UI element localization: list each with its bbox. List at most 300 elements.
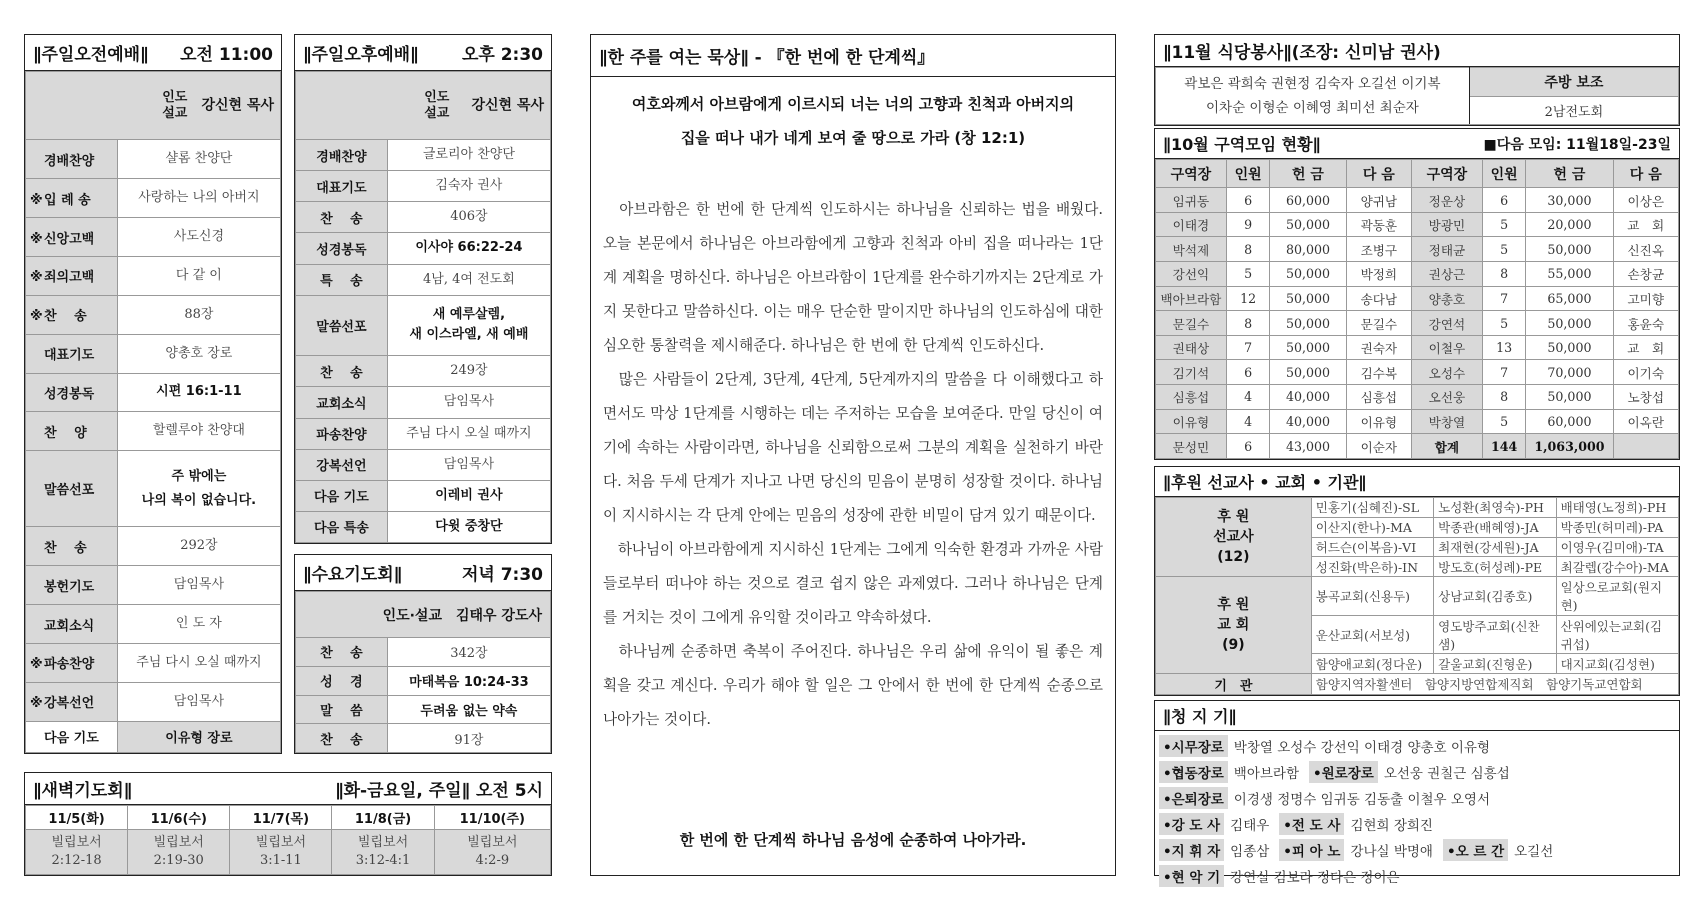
wednesday-order-value: 342장 (387, 638, 550, 667)
group-cell: 합계 (1412, 434, 1483, 459)
morning-order-row (26, 527, 281, 566)
morning-order-label (26, 644, 118, 683)
kitchen-label: 주방 보조 (1469, 68, 1678, 97)
morning-order-label-text: 교회소식 (44, 618, 95, 634)
group-cell: 7 (1482, 360, 1526, 385)
group-cell: 김수복 (1346, 360, 1411, 385)
morning-order-label (26, 605, 118, 644)
morning-order-row (26, 644, 281, 683)
missionary-cell: 민홍기(심혜진)-SL (1311, 498, 1433, 518)
morning-order-row (26, 373, 281, 412)
morning-order-label (26, 140, 118, 179)
group-cell: 40,000 (1270, 409, 1346, 434)
morning-order-label-text: 경배찬양 (44, 153, 95, 169)
afternoon-order-value: 이사야 66:22-24 (387, 233, 550, 264)
morning-guide-row (26, 72, 281, 140)
group-table-row (1156, 335, 1679, 360)
dawn-day: 11/7(목) (230, 806, 332, 830)
group-cell: 양총호 (1412, 286, 1483, 311)
morning-order-row (26, 334, 281, 373)
morning-order-row (26, 179, 281, 218)
group-cell: 12 (1226, 286, 1270, 311)
dawn-passage (332, 830, 434, 875)
cafeteria-table (1155, 67, 1679, 125)
org-row (1156, 674, 1679, 695)
group-cell: 144 (1482, 434, 1526, 459)
afternoon-order-row (296, 202, 551, 233)
group-cell: 30,000 (1526, 188, 1613, 213)
afternoon-order-value: 249장 (387, 356, 550, 387)
meditation-closing: 한 번에 한 단계씩 하나님 음성에 순종하여 나아가라. (679, 831, 1027, 849)
group-cell: 문성민 (1156, 434, 1227, 459)
wednesday-service-time: 저녁 7:30 (461, 565, 543, 585)
dawn-passage (230, 830, 332, 875)
kitchen-value: 2남전도회 (1469, 97, 1678, 125)
group-cell: 6 (1482, 188, 1526, 213)
afternoon-service-time: 오후 2:30 (461, 45, 543, 65)
morning-order-row (26, 412, 281, 451)
afternoon-order-label: 특 송 (296, 264, 388, 295)
duty-line (1159, 785, 1675, 811)
dawn-passages-row (26, 830, 551, 875)
group-cell: 6 (1226, 188, 1270, 213)
supported-church-row (1156, 577, 1679, 616)
group-cell: 6 (1226, 434, 1270, 459)
afternoon-order-value: 담임목사 (387, 387, 550, 418)
duty-role: •강 도 사 (1159, 813, 1224, 835)
afternoon-order-label: 다음 특송 (296, 511, 388, 542)
morning-order-value: 주님 다시 오실 때까지 (117, 644, 280, 683)
group-table-row (1156, 237, 1679, 262)
morning-order-row (26, 605, 281, 644)
group-meetings-next: ■다음 모임: 11월18일-23일 (1483, 136, 1671, 153)
duties-panel (1154, 700, 1680, 886)
morning-order-mark: ※ (30, 231, 43, 247)
mission-panel (1154, 466, 1680, 696)
supported-church-cell: 상남교회(김종호) (1434, 577, 1556, 616)
morning-service-time: 오전 11:00 (180, 45, 273, 65)
group-cell: 4 (1226, 385, 1270, 410)
group-cell: 고미향 (1613, 286, 1678, 311)
afternoon-order-label: 교회소식 (296, 387, 388, 418)
meditation-paragraph-1: 아브라함은 한 번에 한 단계씩 인도하시는 하나님을 신뢰하는 법을 배웠다. 오늘 본문에서 하나님은 아브라함에게 고향과 친척과 아비 집을 떠나라는 1단계 계획을 명하신다. 하나님은 아브라함이 1단계를 완수하기까지는 2단계로 가지 못한다고 말씀하신다. 이는 매우 단순한 말이지만 하나님의 인도하심에 대한 심오한 통찰력을 제시해준다. 하나님은 한 번에 한 단계씩 인도하신다. (603, 201, 1103, 354)
group-cell: 심흥섭 (1346, 385, 1411, 410)
group-cell: 50,000 (1526, 335, 1613, 360)
morning-order-label (26, 682, 118, 721)
duties-title: ∥청 지 기∥ (1163, 707, 1237, 726)
group-cell: 심흥섭 (1156, 385, 1227, 410)
group-cell: 홍윤숙 (1613, 311, 1678, 336)
missionary-cell: 최재현(강세원)-JA (1434, 537, 1556, 557)
morning-order-table (25, 71, 281, 753)
missionary-cell: 배태영(노정희)-PH (1556, 498, 1678, 518)
morning-order-row (26, 295, 281, 334)
afternoon-order-label: 찬 송 (296, 356, 388, 387)
group-cell: 방광민 (1412, 212, 1483, 237)
afternoon-service-title: ∥주일오후예배∥ (303, 45, 419, 65)
morning-guide-name: 강신현 목사 (201, 97, 274, 114)
morning-order-label-text: 입 례 송 (44, 192, 91, 208)
duty-role: •협동장로 (1159, 761, 1228, 783)
wednesday-service-header (295, 555, 551, 591)
group-cell: 60,000 (1526, 409, 1613, 434)
group-cell: 8 (1482, 262, 1526, 287)
org-label: 기 관 (1156, 674, 1312, 695)
morning-order-label-text: 찬 송 (44, 309, 87, 325)
morning-order-value: 주 밖에는 나의 복이 없습니다. (117, 451, 280, 527)
cafeteria-names-line-1: 곽보은 곽희숙 권현정 김숙자 오길선 이기복 (1184, 76, 1441, 92)
supported-church-cell: 대지교회(김성현) (1556, 654, 1678, 674)
group-column-header: 다 음 (1613, 160, 1678, 188)
meditation-panel (590, 34, 1116, 876)
group-cell: 20,000 (1526, 212, 1613, 237)
dawn-passage-book: 빌립보서 (357, 835, 409, 851)
group-cell: 교 회 (1613, 335, 1678, 360)
group-cell: 양귀남 (1346, 188, 1411, 213)
morning-order-label-text: 봉헌기도 (44, 579, 95, 595)
group-cell: 송다남 (1346, 286, 1411, 311)
group-cell: 이태경 (1156, 212, 1227, 237)
afternoon-order-row (296, 233, 551, 264)
wednesday-order-label: 말 씀 (296, 695, 388, 724)
afternoon-order-value: 406장 (387, 202, 550, 233)
meditation-paragraph-4: 하나님께 순종하면 축복이 주어진다. 하나님은 우리 삶에 유익이 될 좋은 계획을 갖고 계신다. 우리가 해야 할 일은 그 안에서 한 번에 한 단계씩 순종으로 나아가는 것이다. (603, 643, 1103, 728)
verse-line-2: 집을 떠나 내가 네게 보여 줄 땅으로 가라 (창 12:1) (680, 129, 1026, 147)
dawn-passage-ref: 3:1-11 (259, 853, 302, 869)
group-cell: 50,000 (1270, 212, 1346, 237)
missionary-cell: 노성환(최영숙)-PH (1434, 498, 1556, 518)
group-column-header: 구역장 (1412, 160, 1483, 188)
group-cell: 박정희 (1346, 262, 1411, 287)
morning-order-label (26, 334, 118, 373)
morning-order-label-text: 말씀선포 (44, 483, 95, 499)
group-table-row (1156, 434, 1679, 459)
cafeteria-names-line-2: 이차순 이형순 이혜영 최미선 최순자 (1206, 100, 1419, 116)
duty-role: •전 도 사 (1279, 813, 1344, 835)
morning-order-label (26, 373, 118, 412)
dawn-schedule-table (25, 805, 551, 875)
morning-next-label: 다음 기도 (26, 721, 118, 752)
dawn-passage-ref: 4:2-9 (475, 853, 510, 869)
group-meetings-panel (1154, 128, 1680, 460)
afternoon-order-label: 찬 송 (296, 202, 388, 233)
morning-order-row (26, 218, 281, 257)
meditation-paragraph-3: 하나님이 아브라함에게 지시하신 1단계는 그에게 익숙한 환경과 가까운 사람들로부터 떠나야 하는 것으로 결코 쉽지 않은 과제였다. 그러나 하나님은 단계를 거치는 것이 그에게 유익할 것이라고 약속하셨다. (603, 541, 1103, 626)
afternoon-service-panel (294, 34, 552, 544)
group-table-row (1156, 385, 1679, 410)
duty-role: •현 악 기 (1159, 865, 1224, 887)
supported-church-cell: 산위에있는교회(김귀섭) (1556, 615, 1678, 654)
group-column-header: 헌 금 (1270, 160, 1346, 188)
group-cell: 50,000 (1526, 311, 1613, 336)
group-cell (1613, 434, 1678, 459)
group-cell: 백아브라함 (1156, 286, 1227, 311)
group-cell: 권태상 (1156, 335, 1227, 360)
dawn-day: 11/8(금) (332, 806, 434, 830)
missionary-cell: 최갈렙(강수아)-MA (1556, 557, 1678, 577)
group-cell: 80,000 (1270, 237, 1346, 262)
group-cell: 교 회 (1613, 212, 1678, 237)
afternoon-order-row (296, 171, 551, 202)
group-cell: 이옥란 (1613, 409, 1678, 434)
missionary-cell: 이산지(한나)-MA (1311, 517, 1433, 537)
afternoon-order-value: 다윗 중창단 (387, 511, 550, 542)
missionary-cell: 성진화(박은하)-IN (1311, 557, 1433, 577)
missionary-row (1156, 498, 1679, 518)
duty-line (1159, 811, 1675, 837)
duties-list (1155, 731, 1679, 891)
group-cell: 8 (1226, 311, 1270, 336)
duty-names: 강연실 김보라 정다은 정이은 (1230, 870, 1400, 886)
group-column-header: 인원 (1482, 160, 1526, 188)
group-cell: 50,000 (1270, 286, 1346, 311)
wednesday-guide: 인도·설교 김태우 강도사 (296, 592, 551, 638)
supported-church-cell: 함양애교회(정다운) (1311, 654, 1433, 674)
meditation-title: ∥한 주를 여는 묵상∥ - 『한 번에 한 단계씩』 (599, 48, 935, 68)
afternoon-order-row (296, 387, 551, 418)
morning-order-value: 시편 16:1-11 (117, 373, 280, 412)
group-cell: 정태균 (1412, 237, 1483, 262)
group-cell: 60,000 (1270, 188, 1346, 213)
duty-names: 강나실 박명애 (1350, 844, 1433, 860)
mission-header (1155, 467, 1679, 497)
cafeteria-header (1155, 35, 1679, 67)
morning-order-label (26, 451, 118, 527)
morning-service-header (25, 35, 281, 71)
afternoon-order-label: 파송찬양 (296, 418, 388, 449)
group-cell: 7 (1482, 286, 1526, 311)
group-cell: 김기석 (1156, 360, 1227, 385)
morning-service-panel (24, 34, 282, 754)
duty-role: •피 아 노 (1279, 839, 1344, 861)
meditation-header (591, 35, 1115, 77)
group-column-header: 헌 금 (1526, 160, 1613, 188)
group-cell: 이철우 (1412, 335, 1483, 360)
morning-order-label-text: 대표기도 (44, 348, 95, 364)
afternoon-order-row (296, 140, 551, 171)
group-cell: 8 (1482, 385, 1526, 410)
wednesday-order-label: 찬 송 (296, 724, 388, 753)
afternoon-order-value: 주님 다시 오실 때까지 (387, 418, 550, 449)
dawn-prayer-time: ∥화-금요일, 주일∥ 오전 5시 (335, 781, 543, 801)
afternoon-order-label: 강복선언 (296, 449, 388, 480)
group-column-header: 인원 (1226, 160, 1270, 188)
meditation-body (603, 193, 1103, 737)
duty-names: 오선웅 권칠근 심흥섭 (1383, 766, 1510, 782)
afternoon-service-header (295, 35, 551, 71)
group-cell: 이순자 (1346, 434, 1411, 459)
duty-role: •시무장로 (1159, 735, 1228, 757)
morning-order-row (26, 451, 281, 527)
afternoon-guide-row (296, 72, 551, 140)
dawn-passage-ref: 3:12-4:1 (355, 853, 411, 869)
afternoon-order-value: 김숙자 권사 (387, 171, 550, 202)
morning-order-row (26, 256, 281, 295)
duties-header (1155, 701, 1679, 731)
duty-line (1159, 837, 1675, 863)
wednesday-order-value: 91장 (387, 724, 550, 753)
group-cell: 50,000 (1526, 385, 1613, 410)
morning-order-label (26, 256, 118, 295)
group-cell: 박석제 (1156, 237, 1227, 262)
dawn-day: 11/10(주) (434, 806, 550, 830)
afternoon-order-label: 경배찬양 (296, 140, 388, 171)
duty-names: 이경생 정명수 임귀동 김동출 이철우 오영서 (1233, 792, 1490, 808)
group-table-header (1156, 160, 1679, 188)
dawn-days-row (26, 806, 551, 830)
duty-role: •지 휘 자 (1159, 839, 1224, 861)
group-table-row (1156, 311, 1679, 336)
group-cell: 1,063,000 (1526, 434, 1613, 459)
afternoon-order-row (296, 511, 551, 542)
morning-guide-label: 인도 설교 (162, 89, 188, 121)
dawn-passage-book: 빌립보서 (153, 835, 204, 851)
afternoon-order-row (296, 449, 551, 480)
missionary-cell: 이영우(김미애)-TA (1556, 537, 1678, 557)
wednesday-order-label: 성 경 (296, 666, 388, 695)
afternoon-order-label: 성경봉독 (296, 233, 388, 264)
group-cell: 4 (1226, 409, 1270, 434)
duty-names: 백아브라함 (1233, 766, 1300, 782)
afternoon-order-label: 대표기도 (296, 171, 388, 202)
wednesday-order-row (296, 724, 551, 753)
group-cell: 곽동훈 (1346, 212, 1411, 237)
group-cell: 65,000 (1526, 286, 1613, 311)
group-cell: 이유형 (1156, 409, 1227, 434)
group-table-row (1156, 262, 1679, 287)
wednesday-order-row (296, 638, 551, 667)
morning-order-label-text: 성경봉독 (44, 386, 95, 402)
morning-order-label-text: 죄의고백 (44, 270, 95, 286)
dawn-passage (434, 830, 550, 875)
verse-line-1: 여호와께서 아브람에게 이르시되 너는 너의 고향과 친척과 아버지의 (631, 95, 1075, 113)
duty-role: •은퇴장로 (1159, 787, 1228, 809)
group-cell: 강연석 (1412, 311, 1483, 336)
morning-order-row (26, 566, 281, 605)
group-cell: 신진옥 (1613, 237, 1678, 262)
group-cell: 이상은 (1613, 188, 1678, 213)
duty-names: 김태우 (1230, 818, 1270, 834)
wednesday-order-value: 마태복음 10:24-33 (387, 666, 550, 695)
afternoon-order-value: 이레비 권사 (387, 480, 550, 511)
group-cell: 강선익 (1156, 262, 1227, 287)
morning-order-label (26, 527, 118, 566)
group-cell: 5 (1482, 311, 1526, 336)
morning-order-label-text: 찬 송 (44, 540, 87, 556)
morning-next-prayer-row (26, 721, 281, 752)
morning-order-value: 사도신경 (117, 218, 280, 257)
group-cell: 임귀동 (1156, 188, 1227, 213)
wednesday-service-title: ∥수요기도회∥ (303, 565, 403, 585)
group-cell: 13 (1482, 335, 1526, 360)
morning-order-label (26, 218, 118, 257)
dawn-passage (26, 830, 128, 875)
group-cell: 오선웅 (1412, 385, 1483, 410)
group-table-row (1156, 360, 1679, 385)
morning-order-value: 할렐루야 찬양대 (117, 412, 280, 451)
group-cell: 손창균 (1613, 262, 1678, 287)
missionary-label: 후 원 선교사 (12) (1156, 498, 1312, 577)
dawn-day: 11/6(수) (128, 806, 230, 830)
group-cell: 권숙자 (1346, 335, 1411, 360)
dawn-prayer-panel (24, 772, 552, 876)
duty-line (1159, 863, 1675, 889)
supported-church-cell: 운산교회(서보성) (1311, 615, 1433, 654)
wednesday-service-panel (294, 554, 552, 754)
group-table-row (1156, 188, 1679, 213)
afternoon-order-row (296, 418, 551, 449)
morning-order-mark: ※ (30, 696, 43, 712)
group-cell: 5 (1482, 409, 1526, 434)
wednesday-order-row (296, 695, 551, 724)
org-list: 함양지역자활센터 함양지방연합제직회 함양기독교연합회 (1311, 674, 1678, 695)
afternoon-order-value: 새 예루살렘, 새 이스라엘, 새 예배 (387, 295, 550, 356)
duty-role: •오 르 간 (1443, 839, 1508, 861)
dawn-passage-ref: 2:19-30 (153, 853, 204, 869)
morning-order-value: 양총호 장로 (117, 334, 280, 373)
dawn-passage (128, 830, 230, 875)
afternoon-order-row (296, 295, 551, 356)
morning-order-mark: ※ (30, 270, 43, 286)
group-cell: 문길수 (1156, 311, 1227, 336)
cafeteria-title: ∥11월 식당봉사∥(조장: 신미남 권사) (1163, 43, 1441, 63)
duty-names: 김현희 장희진 (1350, 818, 1433, 834)
group-cell: 오성수 (1412, 360, 1483, 385)
morning-order-row (26, 140, 281, 179)
group-cell: 50,000 (1526, 237, 1613, 262)
afternoon-order-row (296, 356, 551, 387)
morning-order-label-text: 신앙고백 (44, 231, 95, 247)
group-meetings-table (1155, 159, 1679, 459)
group-cell: 8 (1226, 237, 1270, 262)
duty-line (1159, 733, 1675, 759)
group-cell: 43,000 (1270, 434, 1346, 459)
afternoon-order-value: 4남, 4여 전도회 (387, 264, 550, 295)
supported-church-cell: 일상으로교회(원지현) (1556, 577, 1678, 616)
missionary-cell: 박종관(배혜영)-JA (1434, 517, 1556, 537)
group-cell: 50,000 (1270, 262, 1346, 287)
morning-service-title: ∥주일오전예배∥ (33, 45, 149, 65)
afternoon-order-value: 글로리아 찬양단 (387, 140, 550, 171)
morning-order-value: 인 도 자 (117, 605, 280, 644)
group-cell: 7 (1226, 335, 1270, 360)
mission-title: ∥후원 선교사 • 교회 • 기관∥ (1163, 473, 1367, 492)
wednesday-order-row (296, 666, 551, 695)
wednesday-order-label: 찬 송 (296, 638, 388, 667)
morning-order-label-text: 파송찬양 (44, 657, 95, 673)
morning-order-mark: ※ (30, 309, 43, 325)
group-cell: 정운상 (1412, 188, 1483, 213)
morning-order-value: 샬롬 찬양단 (117, 140, 280, 179)
duty-role: •원로장로 (1309, 761, 1378, 783)
dawn-passage-book: 빌립보서 (467, 835, 518, 851)
morning-order-mark: ※ (30, 192, 43, 208)
missionary-cell: 박종민(허미레)-PA (1556, 517, 1678, 537)
duty-names: 오길선 (1514, 844, 1554, 860)
morning-order-label (26, 295, 118, 334)
meditation-paragraph-2: 많은 사람들이 2단계, 3단계, 4단계, 5단계까지의 말씀을 다 이해했다고 하면서도 막상 1단계를 시행하는 데는 주저하는 모습을 보여준다. 만일 당신이 여기에 속하는 사람이라면, 하나님을 신뢰함으로써 그분의 계획을 실천하기 바란다. 처음 두세 단계가 지나고 나면 당신의 믿음이 분명히 성장할 것이다. 하나님이 지시하시는 각 단계 안에는 믿음의 성장에 관한 비밀이 담겨 있기 때문이다. (603, 371, 1103, 524)
dawn-passage-ref: 2:12-18 (51, 853, 102, 869)
group-meetings-header (1155, 129, 1679, 159)
morning-order-label (26, 179, 118, 218)
afternoon-order-table (295, 71, 551, 543)
morning-order-value: 다 같 이 (117, 256, 280, 295)
cafeteria-panel (1154, 34, 1680, 126)
wednesday-order-value: 두려움 없는 약속 (387, 695, 550, 724)
supported-church-cell: 봉곡교회(신용두) (1311, 577, 1433, 616)
group-table-row (1156, 212, 1679, 237)
afternoon-order-row (296, 264, 551, 295)
